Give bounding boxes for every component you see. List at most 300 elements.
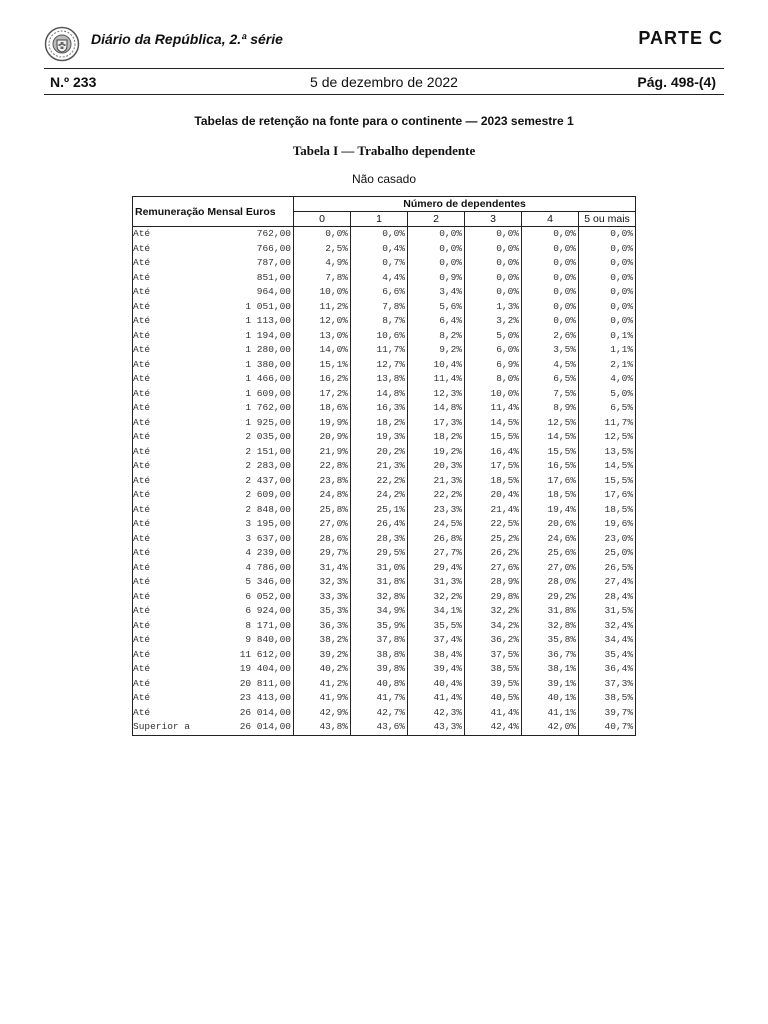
rate-cell: 20,2%: [351, 445, 408, 460]
rate-cell: 24,2%: [351, 488, 408, 503]
rate-cell: 8,7%: [351, 314, 408, 329]
rate-cell: 25,0%: [579, 546, 636, 561]
rate-cell: 16,4%: [465, 445, 522, 460]
table-row: [133, 256, 636, 271]
remuneration-amount: 20 811,00: [239, 677, 291, 689]
rate-cell: 17,3%: [408, 416, 465, 431]
remuneration-amount: 2 437,00: [245, 474, 291, 486]
remuneration-cell: [133, 488, 294, 503]
rate-cell: 8,9%: [522, 401, 579, 416]
remuneration-label: Até: [133, 416, 151, 428]
remuneration-cell: [133, 372, 294, 387]
rate-cell: 42,7%: [351, 706, 408, 721]
rate-cell: 42,4%: [465, 720, 522, 735]
rate-cell: 33,3%: [294, 590, 351, 605]
rate-cell: 35,9%: [351, 619, 408, 634]
remuneration-amount: 851,00: [256, 271, 291, 283]
rate-cell: 42,9%: [294, 706, 351, 721]
rate-cell: 39,1%: [522, 677, 579, 692]
rate-cell: 34,9%: [351, 604, 408, 619]
rate-cell: 11,4%: [408, 372, 465, 387]
part-label: PARTE C: [638, 28, 723, 48]
rate-cell: 15,5%: [465, 430, 522, 445]
rate-cell: 20,9%: [294, 430, 351, 445]
table-row: [133, 285, 636, 300]
rate-cell: 3,5%: [522, 343, 579, 358]
table-row: [133, 706, 636, 721]
remuneration-amount: 4 239,00: [245, 547, 291, 558]
rate-cell: 0,0%: [579, 300, 636, 315]
remuneration-amount: 2 609,00: [245, 489, 291, 500]
remuneration-amount: 2 848,00: [245, 503, 291, 515]
rate-cell: 35,3%: [294, 604, 351, 619]
column-header-dep-2: 2: [408, 212, 465, 227]
column-header-dep-5: 5 ou mais: [579, 212, 636, 227]
rate-cell: 0,0%: [579, 227, 636, 242]
rate-cell: 41,1%: [522, 706, 579, 721]
rate-cell: 43,3%: [408, 720, 465, 735]
table-row: [133, 358, 636, 373]
rate-cell: 28,6%: [294, 532, 351, 547]
table-row: [133, 619, 636, 634]
rate-cell: 0,0%: [579, 285, 636, 300]
rate-cell: 28,3%: [351, 532, 408, 547]
rate-cell: 36,4%: [579, 662, 636, 677]
rate-cell: 27,7%: [408, 546, 465, 561]
remuneration-cell: [133, 459, 294, 474]
rate-cell: 0,0%: [579, 256, 636, 271]
table-row: [133, 430, 636, 445]
rate-cell: 1,1%: [579, 343, 636, 358]
header-rule-bottom: [44, 94, 724, 95]
remuneration-label: Superior a: [133, 721, 191, 732]
rate-cell: 22,5%: [465, 517, 522, 532]
rate-cell: 38,5%: [465, 662, 522, 677]
rate-cell: 7,8%: [351, 300, 408, 315]
rate-cell: 32,3%: [294, 575, 351, 590]
remuneration-cell: [133, 358, 294, 373]
rate-cell: 13,5%: [579, 445, 636, 460]
remuneration-label: Até: [133, 561, 151, 573]
rate-cell: 20,3%: [408, 459, 465, 474]
rate-cell: 3,2%: [465, 314, 522, 329]
rate-cell: 0,9%: [408, 271, 465, 286]
remuneration-label: Até: [133, 286, 151, 297]
remuneration-cell: [133, 648, 294, 663]
table-row: [133, 329, 636, 344]
rate-cell: 0,0%: [522, 285, 579, 300]
remuneration-cell: [133, 314, 294, 329]
rate-cell: 28,4%: [579, 590, 636, 605]
rate-cell: 0,0%: [465, 271, 522, 286]
rate-cell: 22,8%: [294, 459, 351, 474]
rate-cell: 15,5%: [522, 445, 579, 460]
rate-cell: 23,3%: [408, 503, 465, 518]
table-row: [133, 300, 636, 315]
rate-cell: 41,7%: [351, 691, 408, 706]
remuneration-cell: [133, 546, 294, 561]
remuneration-label: Até: [133, 402, 151, 413]
rate-cell: 0,0%: [465, 285, 522, 300]
remuneration-cell: [133, 329, 294, 344]
table-row: [133, 546, 636, 561]
rate-cell: 11,2%: [294, 300, 351, 315]
table-row: [133, 343, 636, 358]
table-row: [133, 648, 636, 663]
header-rule-top: [44, 68, 724, 69]
remuneration-label: Até: [133, 460, 151, 471]
rate-cell: 18,5%: [465, 474, 522, 489]
rate-cell: 41,9%: [294, 691, 351, 706]
rate-cell: 2,5%: [294, 242, 351, 257]
remuneration-label: Até: [133, 271, 151, 283]
remuneration-amount: 4 786,00: [245, 561, 291, 573]
rate-cell: 34,2%: [465, 619, 522, 634]
rate-cell: 6,6%: [351, 285, 408, 300]
rate-cell: 38,1%: [522, 662, 579, 677]
rate-cell: 39,2%: [294, 648, 351, 663]
remuneration-cell: [133, 416, 294, 431]
column-header-dep-3: 3: [465, 212, 522, 227]
gazette-name: Diário da República, 2.ª série: [91, 31, 283, 47]
remuneration-amount: 11 612,00: [239, 648, 291, 660]
rate-cell: 0,0%: [579, 271, 636, 286]
rate-cell: 36,7%: [522, 648, 579, 663]
rate-cell: 37,4%: [408, 633, 465, 648]
remuneration-cell: [133, 691, 294, 706]
remuneration-label: Até: [133, 344, 151, 355]
remuneration-cell: [133, 590, 294, 605]
remuneration-amount: 1 113,00: [245, 315, 291, 326]
table-row: [133, 503, 636, 518]
remuneration-amount: 787,00: [256, 257, 291, 268]
remuneration-label: Até: [133, 518, 151, 529]
rate-cell: 0,4%: [351, 242, 408, 257]
remuneration-amount: 23 413,00: [239, 692, 291, 703]
rate-cell: 11,7%: [351, 343, 408, 358]
rate-cell: 19,4%: [522, 503, 579, 518]
rate-cell: 18,6%: [294, 401, 351, 416]
rate-cell: 0,0%: [579, 242, 636, 257]
rate-cell: 26,5%: [579, 561, 636, 576]
rate-cell: 40,7%: [579, 720, 636, 735]
rate-cell: 29,5%: [351, 546, 408, 561]
rate-cell: 32,8%: [522, 619, 579, 634]
rate-cell: 40,1%: [522, 691, 579, 706]
rate-cell: 25,8%: [294, 503, 351, 518]
rate-cell: 6,5%: [522, 372, 579, 387]
remuneration-label: Até: [133, 489, 151, 500]
rate-cell: 26,4%: [351, 517, 408, 532]
rate-cell: 16,5%: [522, 459, 579, 474]
remuneration-label: Até: [133, 619, 151, 631]
rate-cell: 39,5%: [465, 677, 522, 692]
rate-cell: 0,0%: [465, 242, 522, 257]
rate-cell: 11,7%: [579, 416, 636, 431]
rate-cell: 10,0%: [465, 387, 522, 402]
remuneration-cell: [133, 575, 294, 590]
rate-cell: 19,9%: [294, 416, 351, 431]
rate-cell: 0,0%: [522, 256, 579, 271]
rate-cell: 17,5%: [465, 459, 522, 474]
rate-cell: 23,8%: [294, 474, 351, 489]
remuneration-amount: 5 346,00: [245, 576, 291, 587]
rate-cell: 31,8%: [522, 604, 579, 619]
rate-cell: 19,3%: [351, 430, 408, 445]
remuneration-amount: 1 380,00: [245, 358, 291, 370]
rate-cell: 0,0%: [294, 227, 351, 242]
table-row: [133, 677, 636, 692]
table-row: [133, 590, 636, 605]
table-subtitle: Não casado: [351, 172, 417, 186]
remuneration-cell: [133, 300, 294, 315]
rate-cell: 2,1%: [579, 358, 636, 373]
remuneration-label: Até: [133, 532, 151, 544]
rate-cell: 18,5%: [579, 503, 636, 518]
rate-cell: 14,5%: [465, 416, 522, 431]
republic-emblem-icon: [44, 26, 80, 62]
rate-cell: 16,3%: [351, 401, 408, 416]
rate-cell: 31,5%: [579, 604, 636, 619]
rate-cell: 0,0%: [465, 256, 522, 271]
remuneration-amount: 3 637,00: [245, 532, 291, 544]
rate-cell: 38,8%: [351, 648, 408, 663]
rate-cell: 7,8%: [294, 271, 351, 286]
remuneration-cell: [133, 633, 294, 648]
rate-cell: 0,0%: [522, 242, 579, 257]
rate-cell: 0,0%: [408, 256, 465, 271]
remuneration-cell: [133, 271, 294, 286]
rate-cell: 8,2%: [408, 329, 465, 344]
rate-cell: 12,5%: [522, 416, 579, 431]
table-row: [133, 387, 636, 402]
rate-cell: 21,9%: [294, 445, 351, 460]
remuneration-amount: 9 840,00: [245, 634, 291, 645]
table-row: [133, 271, 636, 286]
rate-cell: 17,2%: [294, 387, 351, 402]
remuneration-label: Até: [133, 576, 151, 587]
rate-cell: 26,2%: [465, 546, 522, 561]
remuneration-amount: 2 151,00: [245, 445, 291, 457]
rate-cell: 41,4%: [408, 691, 465, 706]
remuneration-label: Até: [133, 634, 151, 645]
table-row: [133, 662, 636, 677]
rate-cell: 3,4%: [408, 285, 465, 300]
remuneration-cell: [133, 430, 294, 445]
remuneration-label: Até: [133, 706, 151, 718]
rate-cell: 32,2%: [465, 604, 522, 619]
rate-cell: 37,5%: [465, 648, 522, 663]
column-header-dep-1: 1: [351, 212, 408, 227]
rate-cell: 22,2%: [351, 474, 408, 489]
remuneration-cell: [133, 387, 294, 402]
table-row: [133, 242, 636, 257]
rate-cell: 0,0%: [522, 227, 579, 242]
table-row: [133, 604, 636, 619]
column-header-dep-0: 0: [294, 212, 351, 227]
rate-cell: 27,0%: [522, 561, 579, 576]
rate-cell: 10,4%: [408, 358, 465, 373]
remuneration-amount: 1 925,00: [245, 416, 291, 428]
rate-cell: 9,2%: [408, 343, 465, 358]
rate-cell: 28,0%: [522, 575, 579, 590]
table-row: [133, 691, 636, 706]
rate-cell: 41,4%: [465, 706, 522, 721]
remuneration-cell: [133, 503, 294, 518]
column-header-remuneracao: Remuneração Mensal Euros: [133, 197, 294, 227]
rate-cell: 32,2%: [408, 590, 465, 605]
rate-cell: 24,5%: [408, 517, 465, 532]
rate-cell: 14,8%: [408, 401, 465, 416]
rate-cell: 18,2%: [408, 430, 465, 445]
remuneration-label: Até: [133, 445, 151, 457]
rate-cell: 5,6%: [408, 300, 465, 315]
rate-cell: 14,5%: [579, 459, 636, 474]
rate-cell: 12,5%: [579, 430, 636, 445]
table-row: [133, 517, 636, 532]
remuneration-label: Até: [133, 692, 151, 703]
remuneration-amount: 1 280,00: [245, 344, 291, 355]
page-number: Pág. 498-(4): [637, 74, 716, 90]
rate-cell: 6,0%: [465, 343, 522, 358]
rate-cell: 10,6%: [351, 329, 408, 344]
rate-cell: 20,4%: [465, 488, 522, 503]
table-row: [133, 445, 636, 460]
column-header-dep-4: 4: [522, 212, 579, 227]
rate-cell: 31,8%: [351, 575, 408, 590]
rate-cell: 38,4%: [408, 648, 465, 663]
issue-number: N.º 233: [50, 74, 97, 90]
table-row: [133, 314, 636, 329]
rate-cell: 40,5%: [465, 691, 522, 706]
rate-cell: 15,1%: [294, 358, 351, 373]
rate-cell: 5,0%: [465, 329, 522, 344]
remuneration-amount: 1 466,00: [245, 373, 291, 384]
remuneration-cell: [133, 285, 294, 300]
rate-cell: 29,4%: [408, 561, 465, 576]
remuneration-cell: [133, 677, 294, 692]
rate-cell: 34,4%: [579, 633, 636, 648]
rate-cell: 38,5%: [579, 691, 636, 706]
remuneration-amount: 762,00: [256, 228, 291, 239]
table-row: [133, 532, 636, 547]
rate-cell: 40,2%: [294, 662, 351, 677]
remuneration-amount: 26 014,00: [239, 721, 291, 732]
remuneration-label: Até: [133, 677, 151, 689]
remuneration-amount: 1 762,00: [245, 402, 291, 413]
rate-cell: 19,2%: [408, 445, 465, 460]
remuneration-amount: 19 404,00: [239, 663, 291, 674]
rate-cell: 27,0%: [294, 517, 351, 532]
column-header-dependents: Número de dependentes: [294, 197, 636, 212]
remuneration-label: Até: [133, 387, 151, 399]
rate-cell: 39,8%: [351, 662, 408, 677]
rate-cell: 15,5%: [579, 474, 636, 489]
rate-cell: 12,7%: [351, 358, 408, 373]
rate-cell: 17,6%: [522, 474, 579, 489]
remuneration-cell: [133, 401, 294, 416]
remuneration-amount: 1 051,00: [245, 300, 291, 312]
rate-cell: 22,2%: [408, 488, 465, 503]
rate-cell: 29,8%: [465, 590, 522, 605]
rate-cell: 0,0%: [522, 314, 579, 329]
document-title: Tabelas de retenção na fonte para o continente — 2023 semestre 1: [194, 114, 574, 128]
remuneration-label: Até: [133, 663, 151, 674]
rate-cell: 0,0%: [579, 314, 636, 329]
rate-cell: 1,3%: [465, 300, 522, 315]
remuneration-cell: [133, 662, 294, 677]
remuneration-label: Até: [133, 547, 151, 558]
remuneration-amount: 3 195,00: [245, 518, 291, 529]
rate-cell: 32,8%: [351, 590, 408, 605]
rate-cell: 32,4%: [579, 619, 636, 634]
rate-cell: 37,3%: [579, 677, 636, 692]
rate-cell: 0,1%: [579, 329, 636, 344]
rate-cell: 43,6%: [351, 720, 408, 735]
remuneration-amount: 8 171,00: [245, 619, 291, 631]
issue-date: 5 de dezembro de 2022: [310, 74, 458, 90]
rate-cell: 39,4%: [408, 662, 465, 677]
table-row: [133, 227, 636, 242]
rate-cell: 31,0%: [351, 561, 408, 576]
remuneration-amount: 6 924,00: [245, 605, 291, 616]
rate-cell: 28,9%: [465, 575, 522, 590]
rate-cell: 27,4%: [579, 575, 636, 590]
rate-cell: 18,5%: [522, 488, 579, 503]
table-row: [133, 416, 636, 431]
rate-cell: 29,2%: [522, 590, 579, 605]
remuneration-label: Até: [133, 257, 151, 268]
rate-cell: 29,7%: [294, 546, 351, 561]
table-row: [133, 488, 636, 503]
rate-cell: 31,3%: [408, 575, 465, 590]
rate-cell: 27,6%: [465, 561, 522, 576]
rate-cell: 8,0%: [465, 372, 522, 387]
remuneration-amount: 964,00: [256, 286, 291, 297]
remuneration-label: Até: [133, 358, 151, 370]
rate-cell: 43,8%: [294, 720, 351, 735]
rate-cell: 18,2%: [351, 416, 408, 431]
rate-cell: 6,4%: [408, 314, 465, 329]
rate-cell: 4,5%: [522, 358, 579, 373]
rate-cell: 26,8%: [408, 532, 465, 547]
remuneration-amount: 766,00: [256, 242, 291, 254]
remuneration-amount: 26 014,00: [239, 706, 291, 718]
rate-cell: 40,8%: [351, 677, 408, 692]
rate-cell: 21,3%: [351, 459, 408, 474]
rate-cell: 0,0%: [408, 242, 465, 257]
remuneration-cell: [133, 227, 294, 242]
rate-cell: 25,6%: [522, 546, 579, 561]
rate-cell: 31,4%: [294, 561, 351, 576]
rate-cell: 6,9%: [465, 358, 522, 373]
rate-cell: 37,8%: [351, 633, 408, 648]
rate-cell: 36,3%: [294, 619, 351, 634]
rate-cell: 12,0%: [294, 314, 351, 329]
remuneration-label: Até: [133, 329, 151, 341]
remuneration-cell: [133, 706, 294, 721]
remuneration-cell: [133, 343, 294, 358]
table-row: [133, 633, 636, 648]
table-row: [133, 474, 636, 489]
rate-cell: 13,0%: [294, 329, 351, 344]
rate-cell: 42,0%: [522, 720, 579, 735]
remuneration-cell: [133, 242, 294, 257]
remuneration-label: Até: [133, 431, 151, 442]
rate-cell: 16,2%: [294, 372, 351, 387]
remuneration-amount: 2 035,00: [245, 431, 291, 442]
rate-cell: 35,5%: [408, 619, 465, 634]
